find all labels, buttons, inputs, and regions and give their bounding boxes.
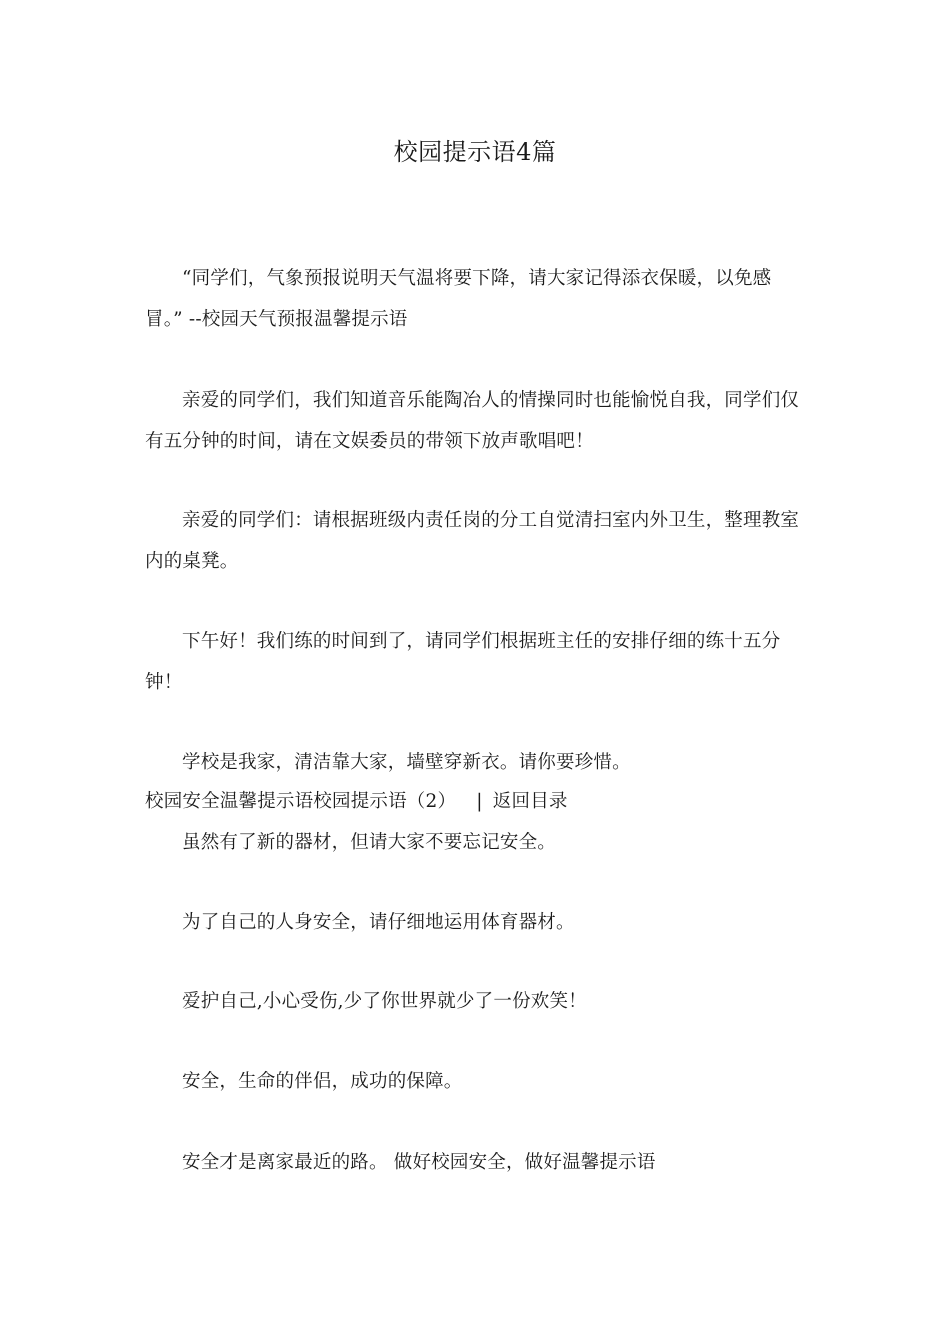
paragraph-practice: 下午好！我们练的时间到了，请同学们根据班主任的安排仔细的练十五分钟！	[145, 631, 781, 693]
paragraph-school-home: 学校是我家，清洁靠大家，墙壁穿新衣。请你要珍惜。	[182, 752, 631, 773]
paragraph-weather: “同学们，气象预报说明天气温将要下降，请大家记得添衣保暖，以免感冒。” --校园天气预报温馨提示语	[145, 268, 772, 330]
section-separator: |	[476, 791, 483, 812]
section-heading-text: 校园安全温馨提示语校园提示语（2）	[145, 791, 457, 812]
paragraph-personal-safety: 为了自己的人身安全，请仔细地运用体育器材。	[182, 912, 575, 933]
paragraph-music: 亲爱的同学们，我们知道音乐能陶冶人的情操同时也能愉悦自我，同学们仅有五分钟的时间，请在文娱委员的带领下放声歌唱吧！	[145, 390, 800, 452]
back-to-contents-link[interactable]: 返回目录	[492, 791, 568, 812]
paragraph-cleaning: 亲爱的同学们：请根据班级内责任岗的分工自觉清扫室内外卫生，整理教室内的桌凳。	[145, 510, 800, 572]
document-title: 校园提示语4篇	[393, 138, 557, 166]
paragraph-safety-companion: 安全，生命的伴侣，成功的保障。	[182, 1071, 463, 1092]
section-heading	[145, 781, 805, 822]
paragraph-care-yourself: 爱护自己,小心受伤,少了你世界就少了一份欢笑！	[182, 991, 587, 1012]
paragraph-equipment: 虽然有了新的器材，但请大家不要忘记安全。	[182, 832, 557, 853]
paragraph-safety-road: 安全才是离家最近的路。 做好校园安全，做好温馨提示语	[182, 1152, 656, 1173]
